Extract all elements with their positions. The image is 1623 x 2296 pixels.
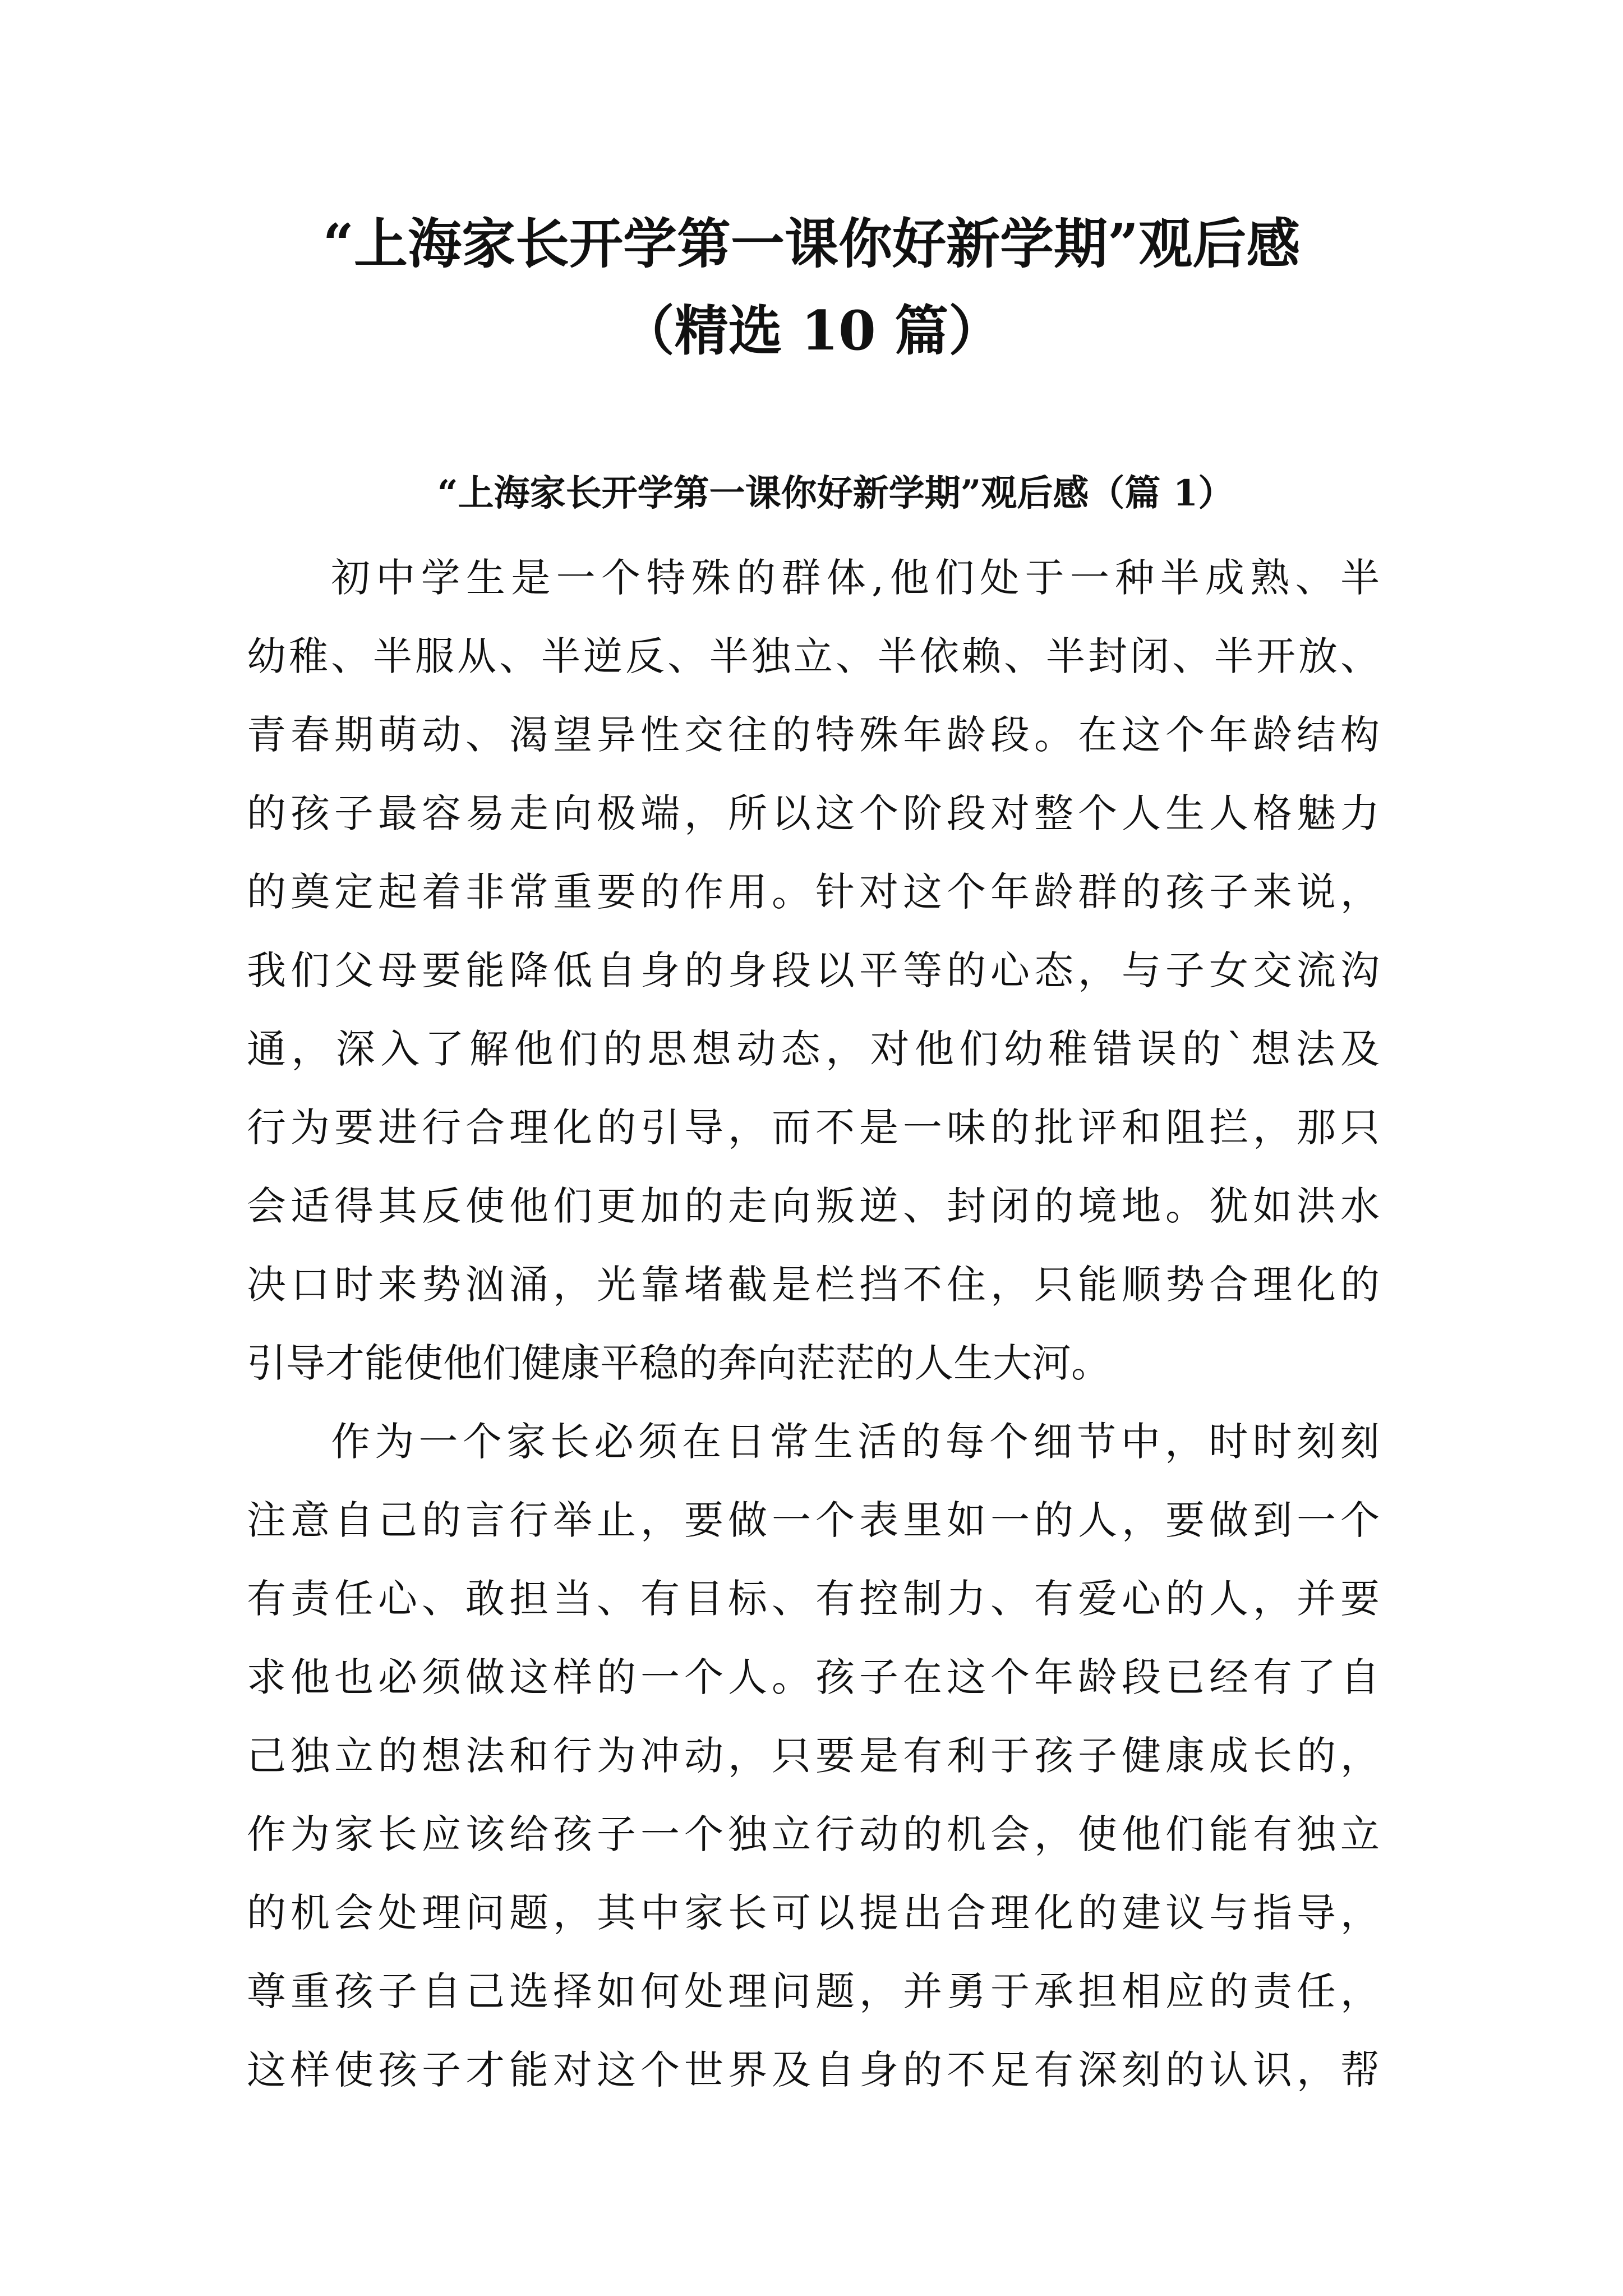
paragraph-1-line: 的奠定起着非常重要的作用。针对这个年龄群的孩子来说， [247, 869, 1380, 915]
paragraph-2-line: 尊重孩子自己选择如何处理问题，并勇于承担相应的责任， [247, 1968, 1380, 2014]
paragraph-1-line: 我们父母要能降低自身的身段以平等的心态，与子女交流沟 [247, 947, 1380, 993]
paragraph-1-line: 青春期萌动、渴望异性交往的特殊年龄段。在这个年龄结构 [247, 712, 1380, 758]
document-title-line-2: （精选 10 篇） [620, 299, 1003, 362]
section-heading: “上海家长开学第一课你好新学期”观后感（篇 1） [437, 472, 1234, 514]
paragraph-2-line: 有责任心、敢担当、有目标、有控制力、有爱心的人，并要 [247, 1576, 1380, 1622]
paragraph-1-line: 引导才能使他们健康平稳的奔向茫茫的人生大河。 [247, 1340, 1110, 1386]
document-title-line-1: “上海家长开学第一课你好新学期”观后感 [322, 212, 1301, 275]
paragraph-2-line: 注意自己的言行举止，要做一个表里如一的人，要做到一个 [247, 1497, 1380, 1543]
paragraph-2-line: 求他也必须做这样的一个人。孩子在这个年龄段已经有了自 [247, 1654, 1380, 1700]
paragraph-1-line: 的孩子最容易走向极端，所以这个阶段对整个人生人格魅力 [247, 790, 1380, 836]
paragraph-2-line: 这样使孩子才能对这个世界及自身的不足有深刻的认识，帮 [247, 2047, 1380, 2093]
paragraph-1-line: 通，深入了解他们的思想动态，对他们幼稚错误的`想法及 [247, 1026, 1380, 1072]
paragraph-1-line: 行为要进行合理化的引导，而不是一味的批评和阻拦，那只 [247, 1105, 1380, 1151]
paragraph-2-line: 作为一个家长必须在日常生活的每个细节中，时时刻刻 [331, 1419, 1380, 1465]
paragraph-2-line: 己独立的想法和行为冲动，只要是有利于孩子健康成长的， [247, 1733, 1380, 1779]
paragraph-1-line: 幼稚、半服从、半逆反、半独立、半依赖、半封闭、半开放、 [247, 633, 1380, 679]
paragraph-1-line: 会适得其反使他们更加的走向叛逆、封闭的境地。犹如洪水 [247, 1183, 1380, 1229]
paragraph-1-line: 决口时来势汹涌，光靠堵截是栏挡不住，只能顺势合理化的 [247, 1262, 1380, 1308]
paragraph-1-line: 初中学生是一个特殊的群体,他们处于一种半成熟、半 [331, 555, 1380, 601]
paragraph-2-line: 作为家长应该给孩子一个独立行动的机会，使他们能有独立 [247, 1811, 1380, 1857]
paragraph-2-line: 的机会处理问题，其中家长可以提出合理化的建议与指导， [247, 1890, 1380, 1936]
